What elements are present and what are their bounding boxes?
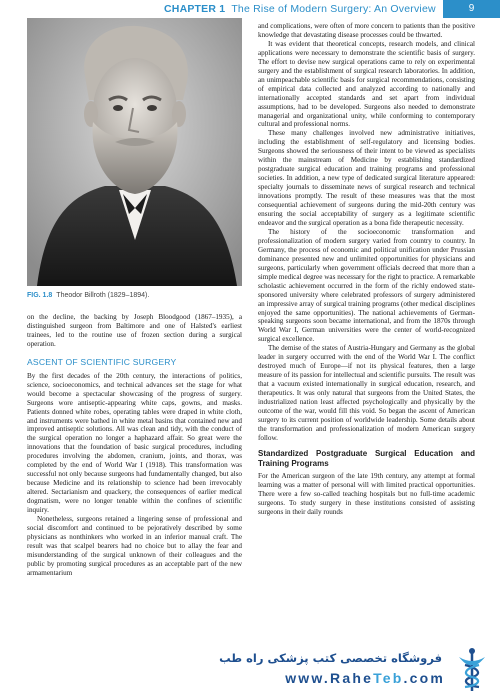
chapter-title: The Rise of Modern Surgery: An Overview [231,3,436,15]
bottom-fade-overlay [0,595,500,645]
subsection-heading: Standardized Postgraduate Surgical Education and Training Programs [258,448,475,468]
page-number: 9 [443,0,500,18]
figure-caption [27,292,242,299]
figure-caption-text: Theodor Billroth (1829–1894). [56,292,150,299]
running-header-title [164,3,436,15]
paragraph: For the American surgeon of the late 19th century, any attempt at formal learning was a matter of personal will with limited practical opportunities. There were a few so-called teaching hospitals but no full-time academic surgeons. To study surgery in these institutions consisted of assisting surgeons in their daily rounds [258,471,475,516]
figure-portrait-photo [27,18,242,286]
watermark-url-prefix: www.Rahe [285,670,374,686]
paragraph: The history of the socioeconomic transformation and professionalization of modern surgery varied from country to country. In Germany, the process of economic and political unification under Prussian dominance presented new and unlimited opportunities for physicians and surgeons, particularly when government officials decreed that more than a simple medical degree was necessary for the right to practice. A remarkable scholastic achievement occurred in the form of the richly endowed state-sponsored university where celebrated professors of surgery administered an impressive array of surgical training programs (other medical disciplines enjoyed the same opportunities). The national achievements of German-speaking surgeons soon became international, and from the 1870s through World War I, German universities were the center of world-recognized surgical excellence. [258,227,475,344]
watermark-url[interactable] [285,670,445,686]
watermark-persian-text: فروشگاه تخصصی کتب پزشکی راه طب [219,651,442,665]
paragraph: Nonetheless, surgeons retained a lingering sense of professional and social discomfort and continued to be pejoratively described by some physicians as nonthinkers who worked in an inferior manual craft. The result was that scalpel bearers had no choice but to allay the fear and misunderstanding of the surgical unknown of their colleagues and the public by promoting surgical procedures as an acceptable part of the new armamentarium [27,515,242,577]
left-text-column [27,313,242,578]
running-header [0,0,500,18]
paragraph: The demise of the states of Austria-Hungary and Germany as the global leader in surgery occurred with the end of the World War I. The conflict destroyed much of Europe—if not its physical features, then a large measure of its passion for intellectual and scientific pursuits. The result was that a vacuum existed internationally in surgical education, research, and therapeutics. It was only natural that surgeons from the United States, the industrialized nation least affected psychologically and physically by the outcome of the war, would fill this void. So began the ascent of American surgery to its current position of worldwide leadership. Some details about the transformation and professionalization of modern American surgery follow. [258,344,475,442]
right-text-column [258,22,475,517]
paragraph: These many challenges involved new administrative initiatives, including the establishment of self-regulatory and licensing bodies. Surgeons showed the seriousness of their intent to be viewed as specialists within the mainstream of Medicine by establishing standardized postgraduate surgical education and training programs and professional societies. In addition, a new type of dedicated surgical literature appeared: specialty journals to disseminate news of surgical research and technical innovations promptly. The result of these measures was that the most consequential achievement of surgeons during the mid-20th century was ensuring the social acceptability of surgery as a legitimate scientific endeavor and the surgical operation as a bona fide therapeutic necessity. [258,129,475,227]
paragraph: and complications, were often of more concern to patients than the positive knowledge that devastating disease processes could be thwarted. [258,22,475,39]
chapter-label: CHAPTER 1 [164,3,226,15]
section-heading: ASCENT OF SCIENTIFIC SURGERY [27,356,177,367]
paragraph: By the first decades of the 20th century, the interactions of politics, science, socioeconomics, and technical advances set the stage for what would become a spectacular showcasing of the progress of surgery. Surgeons wore antiseptic-appearing white caps, gowns, and masks. Patients donned white robes, operating tables were draped in white cloth, and instruments were bathed in white metal basins that contained new and improved antiseptic solutions. All was clean and tidy, with the conduct of the surgical operation no longer a haphazard affair. So great were the innovations that the foundation of basic surgical procedures, including procedures involving the abdomen, cranium, joints, and thorax, was completed by the end of World War I (1918). This transformation was successful not only because surgeons had fundamentally changed, but also because Medicine and its relationship to science had been irrevocably altered. Sectarianism and quackery, the consequences of earlier medical dogmatism, were no longer tenable within the confines of scientific inquiry. [27,371,242,515]
figure-label: FIG. 1.8 [27,292,53,299]
portrait-illustration [27,18,242,286]
paragraph: on the decline, the backing by Joseph Bloodgood (1867–1935), a distinguished surgeon from Baltimore and one of Halsted's earliest trainees, led to the routine use of frozen section during a surgical operation. [27,313,242,348]
caduceus-logo-icon [447,645,497,695]
watermark-url-suffix: .com [403,670,445,686]
watermark-url-teb: Teb [373,670,404,686]
paragraph: It was evident that theoretical concepts, research models, and clinical applications were necessary to demonstrate the scientific basis of surgery. The effort to devise new surgical operations came to rely on experimental surgery and the establishment of surgical research laboratories. In addition, an unimpeachable scientific basis for surgical recommendations, consisting of empirical data collected and analyzed according to nationally and internationally accepted standards and set apart from individual assumptions, had to be developed. Surgeons also needed to demonstrate managerial and organizational unity, while conforming to contemporary cultural and professional norms. [258,39,475,129]
